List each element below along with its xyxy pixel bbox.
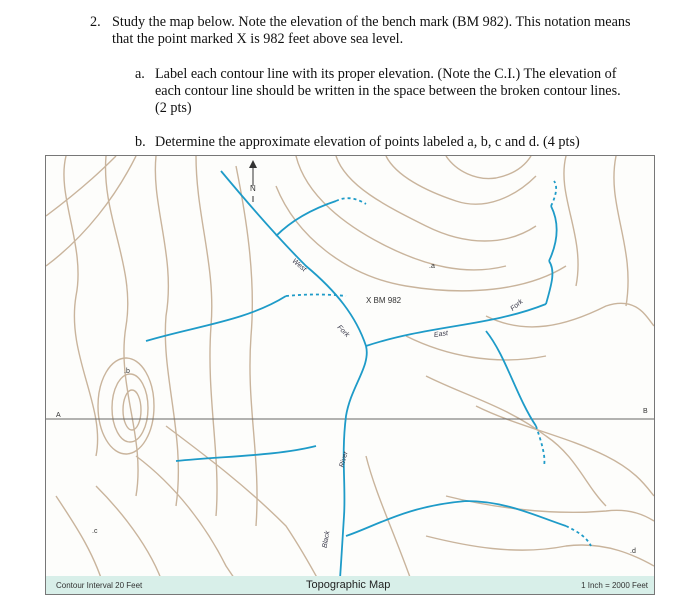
contour-line <box>386 156 536 204</box>
point-a: .a <box>429 263 435 270</box>
contour-loop <box>123 390 141 430</box>
intermittent-stream <box>566 526 591 546</box>
river-tributary <box>346 501 566 536</box>
contour-line <box>136 456 246 594</box>
intermittent-stream <box>336 198 366 204</box>
contour-line <box>446 496 654 521</box>
river-label-east: East <box>433 330 449 339</box>
contour-line <box>614 156 628 306</box>
point-d: .d <box>630 548 636 555</box>
point-c: .c <box>92 528 98 535</box>
map-drawing <box>46 156 654 594</box>
river-label-west: West <box>290 257 308 274</box>
contour-lines <box>46 156 654 594</box>
question-text: Study the map below. Note the elevation of the bench mark (BM 982). This notation means that the point marked X is 982 feet above sea level. <box>112 14 631 47</box>
contour-line <box>166 426 326 594</box>
river-label-black: Black <box>321 530 332 549</box>
part-a-text: Label each contour line with its proper elevation. (Note the C.I.) The elevation of each contour line should be written in the space between the broken contour lines. (2 pts) <box>155 66 621 116</box>
profile-end-label: B <box>643 408 648 415</box>
contour-line <box>426 536 654 566</box>
contour-line <box>155 156 178 506</box>
point-b: .b <box>124 368 130 375</box>
contour-line <box>336 156 536 241</box>
benchmark-label: X BM 982 <box>366 296 402 305</box>
contour-line <box>64 156 98 456</box>
north-arrow-icon <box>249 160 257 202</box>
river-label-fork: Fork <box>335 324 351 339</box>
topographic-map <box>45 155 655 595</box>
contour-line <box>426 376 606 506</box>
contour-line <box>406 336 546 360</box>
rivers <box>146 171 566 594</box>
river-tributary <box>546 261 552 304</box>
river-tributary <box>366 304 546 346</box>
river-tributary <box>549 206 557 261</box>
contour-interval-label: Contour Interval 20 Feet <box>56 581 143 590</box>
north-label: N <box>250 184 256 193</box>
intermittent-streams <box>286 181 591 549</box>
river-label-fork-east: Fork <box>509 298 525 313</box>
river-tributary <box>176 446 316 461</box>
question-number: 2. <box>90 14 101 30</box>
part-b-label: b. <box>135 134 146 150</box>
river-tributary <box>486 331 536 426</box>
contour-line <box>276 186 566 291</box>
river-main <box>221 171 367 594</box>
part-b-text: Determine the approximate elevation of points labeled a, b, c and d. (4 pts) <box>155 134 580 150</box>
intermittent-stream <box>551 181 556 206</box>
contour-line <box>236 166 257 526</box>
scale-label: 1 Inch = 2000 Feet <box>581 581 648 590</box>
map-title: Topographic Map <box>306 579 391 591</box>
part-a-label: a. <box>135 66 145 82</box>
contour-line <box>446 156 531 179</box>
profile-start-label: A <box>56 412 61 419</box>
contour-line <box>46 156 136 266</box>
river-label-river: River <box>338 450 350 469</box>
